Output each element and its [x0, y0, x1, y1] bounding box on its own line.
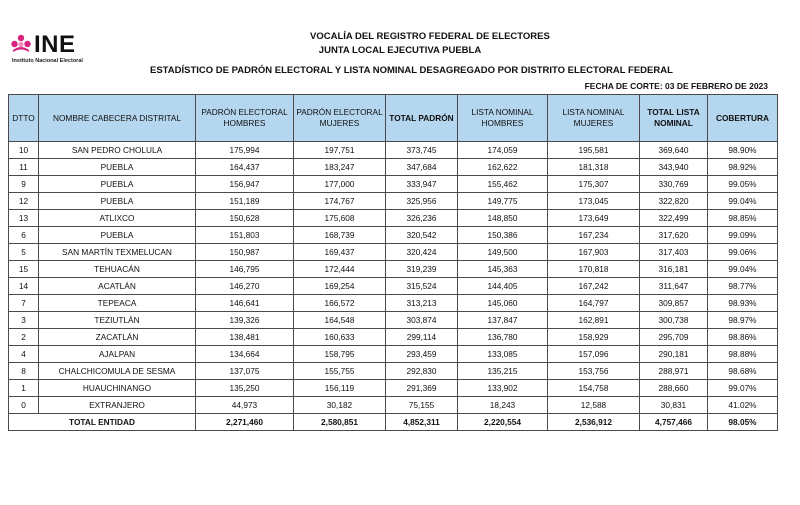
cell-padron-mujeres: 177,000 [294, 176, 386, 193]
cell-padron-mujeres: 158,795 [294, 346, 386, 363]
logo-subtitle: Instituto Nacional Electoral [12, 58, 83, 64]
cell-lista-mujeres: 173,045 [548, 193, 640, 210]
cell-padron-mujeres: 197,751 [294, 142, 386, 159]
cell-dtto: 1 [9, 380, 39, 397]
cell-nombre: TEPEACA [39, 295, 196, 312]
cell-cobertura: 99.04% [708, 193, 778, 210]
cell-padron-hombres: 146,795 [196, 261, 294, 278]
ine-logo [10, 32, 100, 66]
cell-nombre: PUEBLA [39, 176, 196, 193]
cell-total-padron: 303,874 [386, 312, 458, 329]
cell-lista-hombres: 155,462 [458, 176, 548, 193]
cell-dtto: 5 [9, 244, 39, 261]
cell-total-padron: 320,542 [386, 227, 458, 244]
cell-total-lista: 288,660 [640, 380, 708, 397]
cell-dtto: 3 [9, 312, 39, 329]
cell-dtto: 9 [9, 176, 39, 193]
cell-total-padron: 291,369 [386, 380, 458, 397]
cell-padron-hombres: 164,437 [196, 159, 294, 176]
cell-padron-hombres: 137,075 [196, 363, 294, 380]
table-row [9, 193, 778, 210]
cell-nombre: EXTRANJERO [39, 397, 196, 414]
cell-padron-mujeres: 164,548 [294, 312, 386, 329]
cell-nombre: PUEBLA [39, 159, 196, 176]
cell-lista-mujeres: 154,758 [548, 380, 640, 397]
cell-padron-hombres: 146,641 [196, 295, 294, 312]
col-header-total-padron: TOTAL PADRÓN [386, 95, 458, 142]
cell-total-padron: 293,459 [386, 346, 458, 363]
cell-lista-mujeres: 170,818 [548, 261, 640, 278]
table-row [9, 244, 778, 261]
cell-padron-mujeres: 160,633 [294, 329, 386, 346]
cell-total-lista: 316,181 [640, 261, 708, 278]
cell-nombre: SAN PEDRO CHOLULA [39, 142, 196, 159]
cell-nombre: TEZIUTLÁN [39, 312, 196, 329]
cell-padron-mujeres: 155,755 [294, 363, 386, 380]
cell-dtto: 0 [9, 397, 39, 414]
table-row [9, 363, 778, 380]
cell-lista-mujeres: 164,797 [548, 295, 640, 312]
cell-cobertura: 99.04% [708, 261, 778, 278]
cell-padron-mujeres: 169,254 [294, 278, 386, 295]
cell-cobertura: 98.68% [708, 363, 778, 380]
cell-nombre: HUAUCHINANGO [39, 380, 196, 397]
cell-padron-mujeres: 175,608 [294, 210, 386, 227]
col-header-dtto: DTTO [9, 95, 39, 142]
cell-lista-mujeres: 173,649 [548, 210, 640, 227]
cell-total-padron: 333,947 [386, 176, 458, 193]
cell-padron-mujeres: 172,444 [294, 261, 386, 278]
cell-cobertura: 98.90% [708, 142, 778, 159]
cell-cobertura: 98.86% [708, 329, 778, 346]
table-header-row [9, 95, 778, 142]
cell-total-padron: 320,424 [386, 244, 458, 261]
cell-cobertura: 98.88% [708, 346, 778, 363]
cell-cobertura: 98.92% [708, 159, 778, 176]
cell-total-padron: 313,213 [386, 295, 458, 312]
cell-total-lista: 4,757,466 [640, 414, 708, 431]
cell-total-padron: 325,956 [386, 193, 458, 210]
col-header-cobertura: COBERTURA [708, 95, 778, 142]
cell-total-padron: 292,830 [386, 363, 458, 380]
cell-nombre: ACATLÁN [39, 278, 196, 295]
cell-lista-hombres: 149,500 [458, 244, 548, 261]
table-row [9, 295, 778, 312]
ine-logo-icon [10, 34, 32, 56]
table-row [9, 176, 778, 193]
cell-lista-hombres: 137,847 [458, 312, 548, 329]
cell-cobertura: 98.85% [708, 210, 778, 227]
cell-lista-hombres: 162,622 [458, 159, 548, 176]
cell-nombre: PUEBLA [39, 193, 196, 210]
cell-lista-hombres: 144,405 [458, 278, 548, 295]
col-header-total-lista: TOTAL LISTA NOMINAL [640, 95, 708, 142]
logo-text: INE [34, 31, 76, 58]
cell-lista-hombres: 2,220,554 [458, 414, 548, 431]
cell-total-lista: 295,709 [640, 329, 708, 346]
col-header-lista-mujeres: LISTA NOMINAL MUJERES [548, 95, 640, 142]
cell-padron-mujeres: 156,119 [294, 380, 386, 397]
cell-nombre: ATLIXCO [39, 210, 196, 227]
cell-total-padron: 373,745 [386, 142, 458, 159]
cell-dtto: 10 [9, 142, 39, 159]
cell-lista-hombres: 136,780 [458, 329, 548, 346]
cell-total-padron: 299,114 [386, 329, 458, 346]
table-row [9, 227, 778, 244]
total-label: TOTAL ENTIDAD [9, 414, 196, 431]
cell-total-lista: 311,647 [640, 278, 708, 295]
cell-lista-hombres: 174,059 [458, 142, 548, 159]
padron-table [8, 94, 778, 431]
cell-padron-hombres: 134,664 [196, 346, 294, 363]
cell-cobertura: 98.77% [708, 278, 778, 295]
cell-padron-hombres: 139,326 [196, 312, 294, 329]
cell-padron-hombres: 146,270 [196, 278, 294, 295]
cell-nombre: PUEBLA [39, 227, 196, 244]
cell-padron-mujeres: 169,437 [294, 244, 386, 261]
cell-total-lista: 30,831 [640, 397, 708, 414]
document-title: ESTADÍSTICO DE PADRÓN ELECTORAL Y LISTA NOMINAL DESAGREGADO POR DISTRITO ELECTORAL FEDERAL [150, 65, 673, 76]
cell-lista-mujeres: 175,307 [548, 176, 640, 193]
cell-padron-hombres: 135,250 [196, 380, 294, 397]
cell-dtto: 4 [9, 346, 39, 363]
cell-dtto: 15 [9, 261, 39, 278]
cell-cobertura: 99.09% [708, 227, 778, 244]
cell-padron-mujeres: 30,182 [294, 397, 386, 414]
cell-lista-hombres: 149,775 [458, 193, 548, 210]
cell-total-padron: 75,155 [386, 397, 458, 414]
cell-dtto: 8 [9, 363, 39, 380]
cell-nombre: SAN MARTÍN TEXMELUCAN [39, 244, 196, 261]
col-header-lista-hombres: LISTA NOMINAL HOMBRES [458, 95, 548, 142]
header-vocalia: VOCALÍA DEL REGISTRO FEDERAL DE ELECTORES [310, 31, 550, 42]
cell-nombre: TEHUACÁN [39, 261, 196, 278]
table-row [9, 278, 778, 295]
cell-cobertura: 98.05% [708, 414, 778, 431]
table-row [9, 312, 778, 329]
cell-lista-mujeres: 153,756 [548, 363, 640, 380]
cell-padron-hombres: 138,481 [196, 329, 294, 346]
cell-padron-mujeres: 183,247 [294, 159, 386, 176]
cell-lista-hombres: 133,085 [458, 346, 548, 363]
cell-lista-hombres: 18,243 [458, 397, 548, 414]
cell-lista-mujeres: 2,536,912 [548, 414, 640, 431]
cell-padron-hombres: 2,271,460 [196, 414, 294, 431]
cell-lista-hombres: 150,386 [458, 227, 548, 244]
cell-total-padron: 347,684 [386, 159, 458, 176]
cell-padron-mujeres: 2,580,851 [294, 414, 386, 431]
cell-padron-hombres: 151,189 [196, 193, 294, 210]
cell-lista-hombres: 148,850 [458, 210, 548, 227]
cell-total-lista: 369,640 [640, 142, 708, 159]
table-body [9, 142, 778, 431]
cell-padron-mujeres: 166,572 [294, 295, 386, 312]
cell-dtto: 14 [9, 278, 39, 295]
cell-total-padron: 315,524 [386, 278, 458, 295]
cell-cobertura: 41.02% [708, 397, 778, 414]
cell-padron-hombres: 156,947 [196, 176, 294, 193]
cell-total-lista: 330,769 [640, 176, 708, 193]
cell-padron-hombres: 150,628 [196, 210, 294, 227]
col-header-padron-hombres: PADRÓN ELECTORAL HOMBRES [196, 95, 294, 142]
cell-padron-hombres: 175,994 [196, 142, 294, 159]
cell-lista-mujeres: 167,242 [548, 278, 640, 295]
cell-lista-mujeres: 158,929 [548, 329, 640, 346]
cell-cobertura: 99.07% [708, 380, 778, 397]
cell-total-lista: 300,738 [640, 312, 708, 329]
cell-padron-mujeres: 168,739 [294, 227, 386, 244]
cell-total-lista: 322,499 [640, 210, 708, 227]
table-row [9, 261, 778, 278]
total-row [9, 414, 778, 431]
cell-cobertura: 99.05% [708, 176, 778, 193]
table-row [9, 142, 778, 159]
cell-total-lista: 322,820 [640, 193, 708, 210]
cell-nombre: AJALPAN [39, 346, 196, 363]
cell-dtto: 6 [9, 227, 39, 244]
table-row [9, 159, 778, 176]
col-header-padron-mujeres: PADRÓN ELECTORAL MUJERES [294, 95, 386, 142]
cell-dtto: 12 [9, 193, 39, 210]
table-row [9, 380, 778, 397]
cell-lista-mujeres: 157,096 [548, 346, 640, 363]
cell-total-lista: 343,940 [640, 159, 708, 176]
cell-padron-hombres: 150,987 [196, 244, 294, 261]
cell-lista-hombres: 133,902 [458, 380, 548, 397]
cell-total-lista: 288,971 [640, 363, 708, 380]
cell-nombre: ZACATLÁN [39, 329, 196, 346]
cell-total-lista: 290,181 [640, 346, 708, 363]
cell-padron-mujeres: 174,767 [294, 193, 386, 210]
table-row [9, 397, 778, 414]
cell-dtto: 2 [9, 329, 39, 346]
cell-cobertura: 99.06% [708, 244, 778, 261]
fecha-de-corte: FECHA DE CORTE: 03 DE FEBRERO DE 2023 [584, 81, 768, 91]
cell-total-padron: 4,852,311 [386, 414, 458, 431]
cell-lista-mujeres: 195,581 [548, 142, 640, 159]
cell-lista-hombres: 135,215 [458, 363, 548, 380]
cell-dtto: 13 [9, 210, 39, 227]
cell-cobertura: 98.97% [708, 312, 778, 329]
cell-total-padron: 326,236 [386, 210, 458, 227]
cell-lista-mujeres: 12,588 [548, 397, 640, 414]
cell-total-lista: 317,620 [640, 227, 708, 244]
cell-lista-mujeres: 181,318 [548, 159, 640, 176]
cell-lista-mujeres: 162,891 [548, 312, 640, 329]
header-junta: JUNTA LOCAL EJECUTIVA PUEBLA [318, 45, 482, 56]
table-row [9, 329, 778, 346]
cell-nombre: CHALCHICOMULA DE SESMA [39, 363, 196, 380]
cell-lista-hombres: 145,060 [458, 295, 548, 312]
cell-total-lista: 309,857 [640, 295, 708, 312]
col-header-nombre: NOMBRE CABECERA DISTRITAL [39, 95, 196, 142]
cell-dtto: 11 [9, 159, 39, 176]
cell-total-lista: 317,403 [640, 244, 708, 261]
cell-lista-mujeres: 167,234 [548, 227, 640, 244]
table-row [9, 346, 778, 363]
cell-lista-hombres: 145,363 [458, 261, 548, 278]
cell-total-padron: 319,239 [386, 261, 458, 278]
cell-cobertura: 98.93% [708, 295, 778, 312]
cell-lista-mujeres: 167,903 [548, 244, 640, 261]
cell-padron-hombres: 44,973 [196, 397, 294, 414]
cell-padron-hombres: 151,803 [196, 227, 294, 244]
table-row [9, 210, 778, 227]
cell-dtto: 7 [9, 295, 39, 312]
